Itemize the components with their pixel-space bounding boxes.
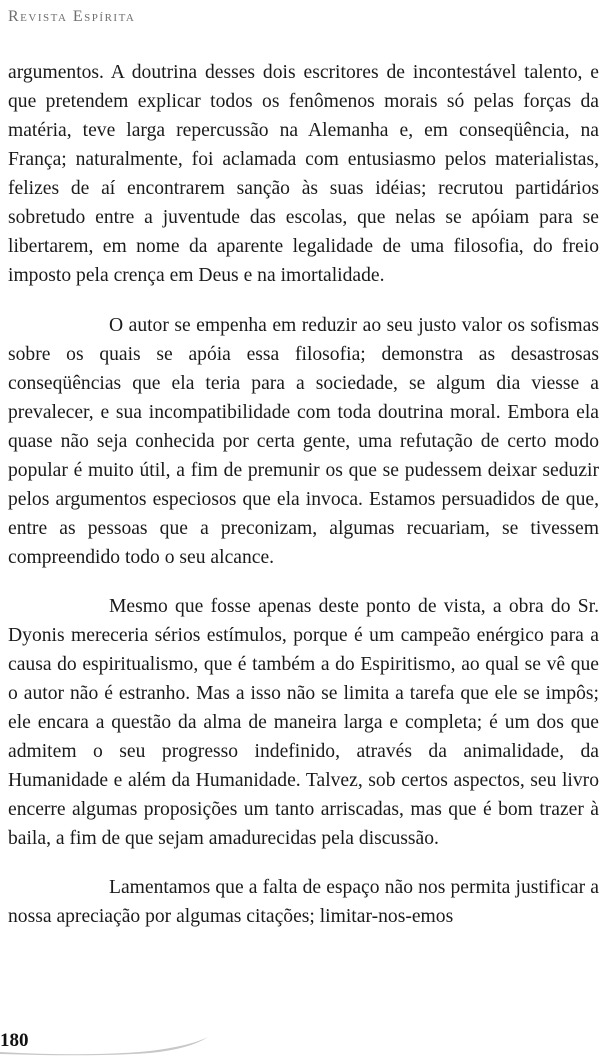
paragraph: O autor se empenha em reduzir ao seu justo valor os sofismas sobre os quais se apóia essa filosofia; demonstra as desastrosas conseqüências que ela teria para a sociedade, se algum dia viesse a prevalecer, e sua incompatibilidade com toda doutrina moral. Embora ela quase não seja conhecida por certa gente, uma refutação de certo modo popular é muito útil, a fim de premunir os que se pudessem deixar seduzir pelos argumentos especiosos que ela invoca. Estamos persuadidos de que, entre as pessoas que a preconizam, algumas recuariam, se tivessem compreendido todo o seu alcance.	[8, 315, 599, 568]
body-text	[8, 58, 599, 931]
paragraph: argumentos. A doutrina desses dois escritores de incontestável talento, e que pretendem explicar todos os fenômenos morais só pelas forças da matéria, teve larga repercussão na Alemanha e, em conseqüência, na França; naturalmente, foi aclamada com entusiasmo pelos materialistas, felizes de aí encontrarem sanção às suas idéias; recrutou partidários sobretudo entre a juventude das escolas, que nelas se apóiam para se libertarem, em nome da aparente legalidade de uma filosofia, do freio imposto pela crença em Deus e na imortalidade.	[8, 62, 599, 286]
running-header: Revista Espírita	[8, 8, 136, 25]
folio-swoosh-ornament	[0, 1032, 215, 1057]
paragraph: Lamentamos que a falta de espaço não nos permita justificar a nossa apreciação por algumas citações; limitar-nos-emos	[8, 877, 599, 927]
page-number: 180	[0, 1030, 29, 1051]
paragraph: Mesmo que fosse apenas deste ponto de vista, a obra do Sr. Dyonis mereceria sérios estímulos, porque é um campeão enérgico para a causa do espiritualismo, que é também a do Espiritismo, ao qual se vê que o autor não é estranho. Mas a isso não se limita a tarefa que ele se impôs; ele encara a questão da alma de maneira larga e completa; é um dos que admitem o seu progresso indefinido, através da animalidade, da Humanidade e além da Humanidade. Talvez, sob certos aspectos, seu livro encerre algumas proposições um tanto arriscadas, mas que é bom trazer à baila, a fim de que sejam amadurecidas pela discussão.	[8, 596, 599, 849]
